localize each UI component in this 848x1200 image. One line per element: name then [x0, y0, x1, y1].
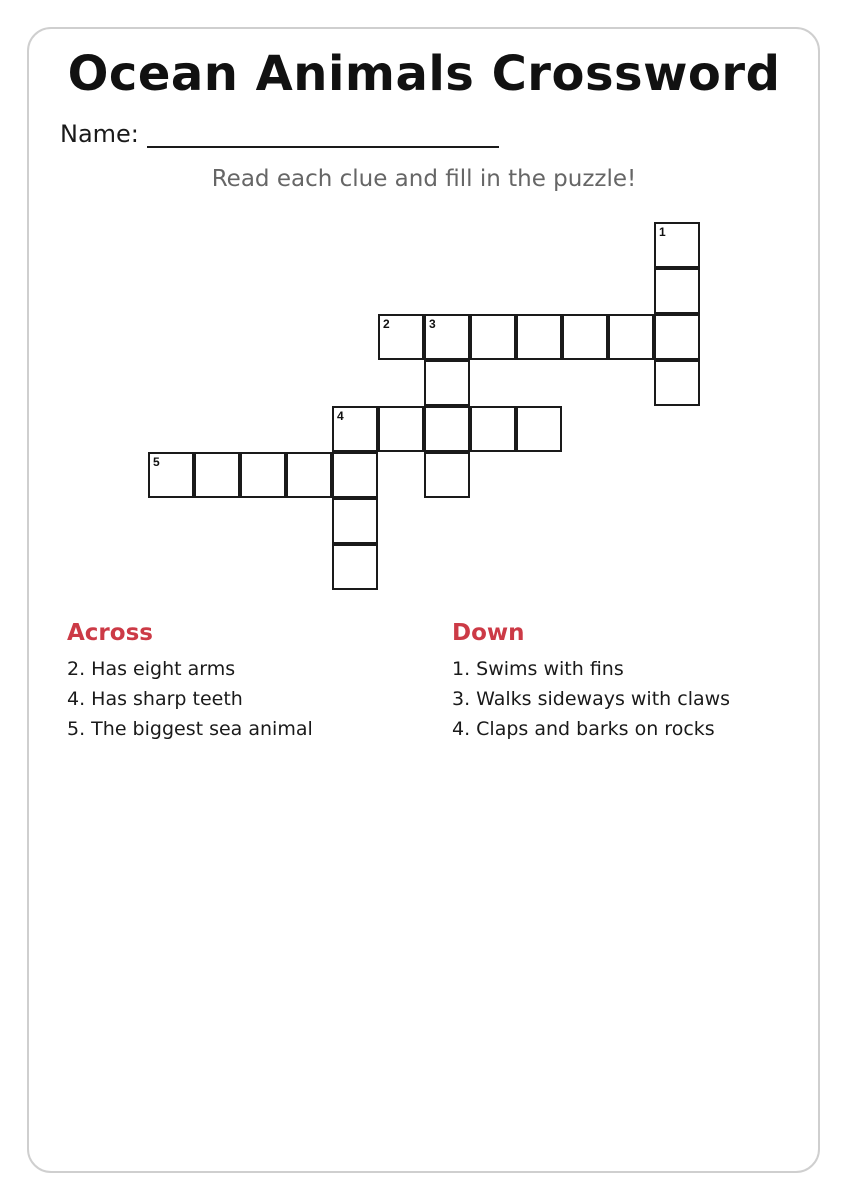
crossword-cell[interactable]: [608, 314, 654, 360]
crossword-cell[interactable]: [654, 268, 700, 314]
crossword-cell[interactable]: [332, 544, 378, 590]
down-heading: Down: [452, 620, 525, 646]
crossword-cell[interactable]: [424, 452, 470, 498]
across-clue: 4. Has sharp teeth: [67, 688, 243, 710]
down-clue: 3. Walks sideways with claws: [452, 688, 731, 710]
instructions: Read each clue and fill in the puzzle!: [211, 166, 637, 192]
crossword-cell[interactable]: [424, 314, 470, 360]
crossword-cell[interactable]: [470, 406, 516, 452]
clue-number: 2: [383, 317, 390, 331]
crossword-cell[interactable]: [654, 360, 700, 406]
crossword-cell[interactable]: [332, 452, 378, 498]
across-clues: [67, 620, 313, 744]
across-clue: 2. Has eight arms: [67, 658, 236, 680]
crossword-cell[interactable]: [286, 452, 332, 498]
crossword-cell[interactable]: [516, 314, 562, 360]
crossword-cell[interactable]: [424, 360, 470, 406]
name-label: Name:: [60, 120, 139, 148]
across-heading: Across: [67, 620, 153, 646]
clue-number: 1: [659, 225, 666, 239]
crossword-cell[interactable]: [378, 314, 424, 360]
down-clue-list: [452, 654, 730, 744]
down-clue: 1. Swims with fins: [452, 658, 624, 680]
across-clue: 5. The biggest sea animal: [67, 718, 313, 740]
crossword-cell[interactable]: [424, 406, 470, 452]
crossword-cell[interactable]: [516, 406, 562, 452]
clue-number: 3: [429, 317, 436, 331]
crossword-cell[interactable]: [562, 314, 608, 360]
crossword-cell[interactable]: [378, 406, 424, 452]
crossword-cell[interactable]: [654, 222, 700, 268]
clue-number: 5: [153, 455, 160, 469]
crossword-cell[interactable]: [332, 498, 378, 544]
worksheet-border: [27, 27, 820, 1173]
down-clue: 4. Claps and barks on rocks: [452, 718, 715, 740]
crossword-cell[interactable]: [240, 452, 286, 498]
crossword-cell[interactable]: [654, 314, 700, 360]
name-blank-line[interactable]: [147, 122, 499, 148]
name-row: [60, 120, 499, 148]
crossword-cell[interactable]: [148, 452, 194, 498]
page-title: Ocean Animals Crossword: [67, 46, 781, 102]
across-clue-list: [67, 654, 313, 744]
crossword-cell[interactable]: [194, 452, 240, 498]
clue-number: 4: [337, 409, 344, 423]
crossword-cell[interactable]: [470, 314, 516, 360]
crossword-cell[interactable]: [332, 406, 378, 452]
down-clues: [452, 620, 730, 744]
